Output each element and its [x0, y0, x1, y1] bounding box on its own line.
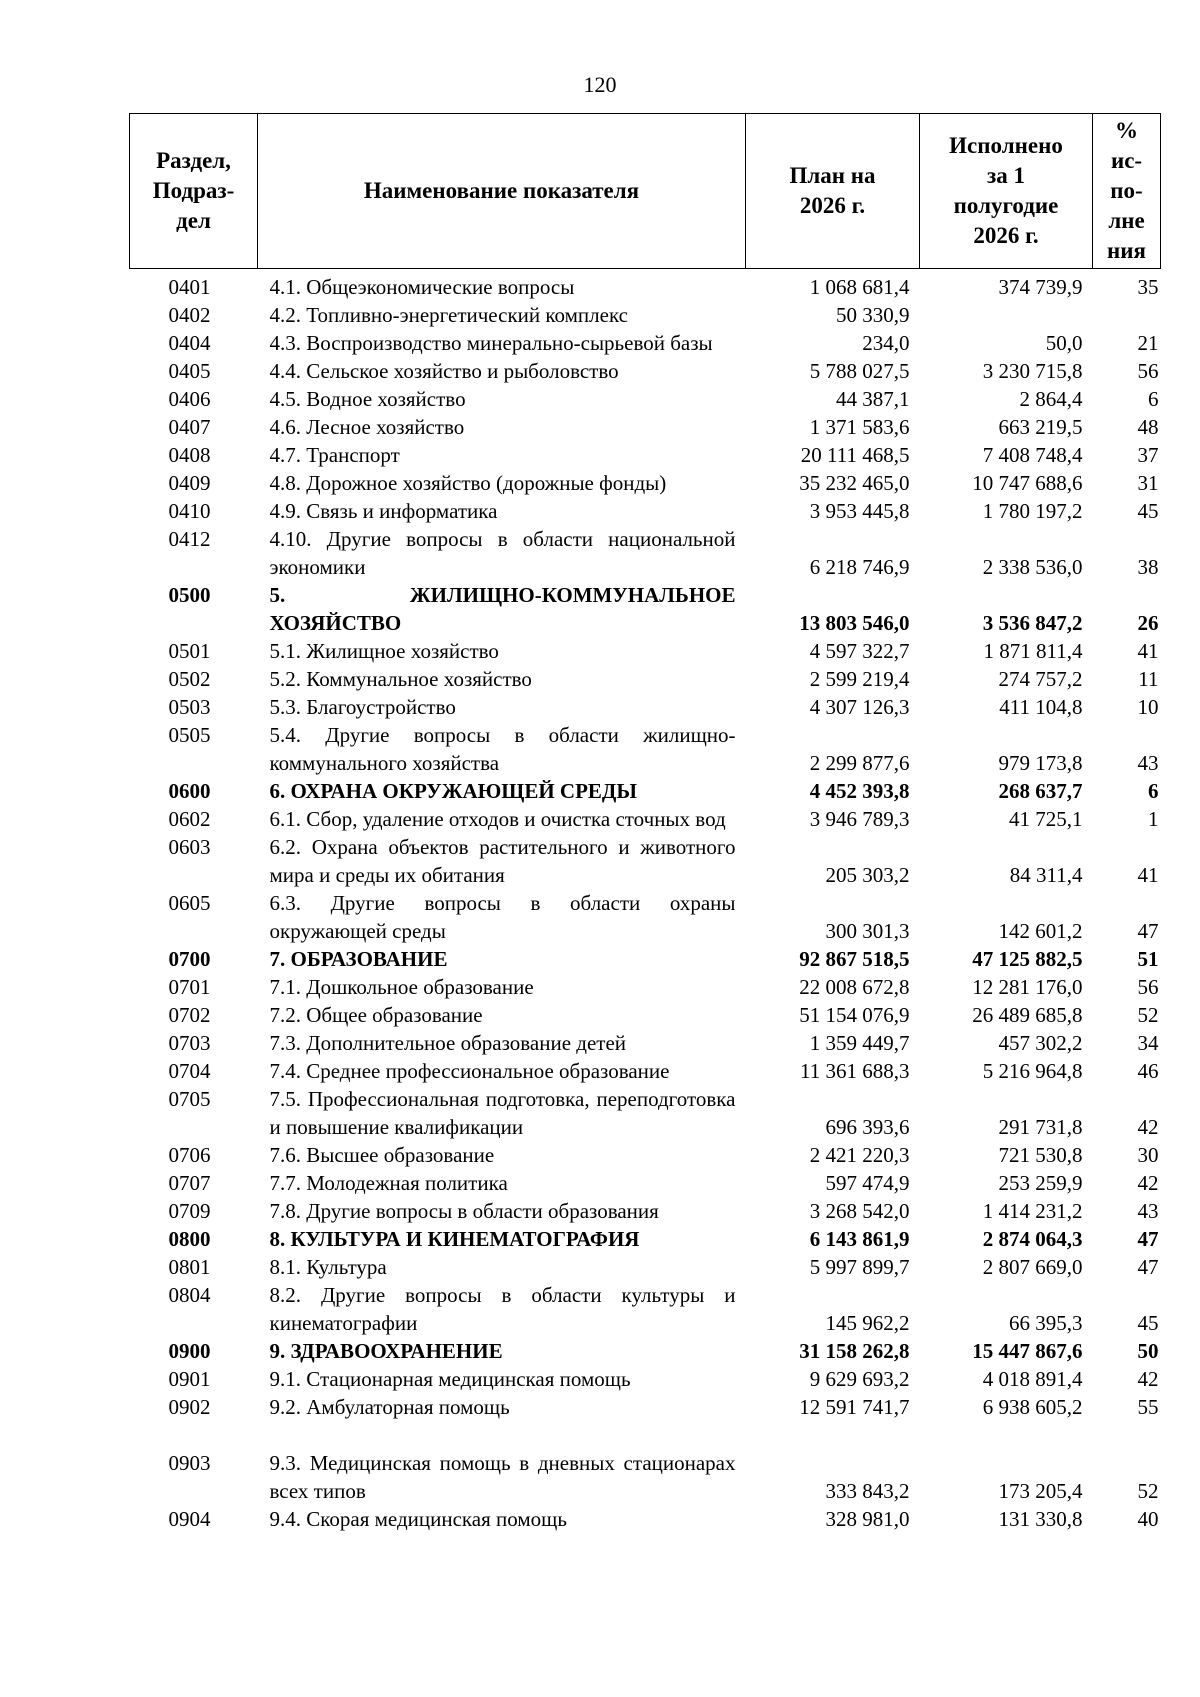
- section-code-cell: 0904: [168, 1507, 211, 1531]
- table-row: [130, 469, 1161, 497]
- execution-percent-cell: 35: [1137, 275, 1159, 299]
- indicator-name-cell: 4.8. Дорожное хозяйство (дорожные фонды): [269, 471, 667, 495]
- section-code-cell: 0409: [168, 471, 211, 495]
- indicator-name-cell: 9.2. Амбулаторная помощь: [269, 1395, 510, 1419]
- section-row: [130, 777, 1161, 805]
- execution-percent-cell: 43: [1137, 1199, 1159, 1223]
- executed-value-cell: 66 395,3: [1009, 1311, 1083, 1335]
- executed-value-cell: 1 414 231,2: [982, 1199, 1083, 1223]
- table-row: [130, 1365, 1161, 1393]
- plan-value-cell: 6 218 746,9: [809, 555, 910, 579]
- section-code-cell: 0702: [168, 1003, 211, 1027]
- executed-value-cell: 173 205,4: [998, 1479, 1083, 1503]
- plan-value-cell: 2 421 220,3: [809, 1143, 910, 1167]
- section-code-cell: 0405: [168, 359, 211, 383]
- executed-value-cell: 291 731,8: [998, 1115, 1083, 1139]
- indicator-name-cell: 7. ОБРАЗОВАНИЕ: [269, 947, 448, 971]
- header-execution-percent: % ис- по- лне ния: [1093, 114, 1161, 269]
- section-code-cell: 0500: [168, 583, 211, 607]
- indicator-name-cell: 7.8. Другие вопросы в области образования: [269, 1199, 659, 1223]
- executed-value-cell: 2 874 064,3: [982, 1227, 1083, 1251]
- indicator-name-cell: 4.7. Транспорт: [269, 443, 400, 467]
- executed-value-cell: 374 739,9: [998, 275, 1083, 299]
- section-code-cell: 0502: [168, 667, 211, 691]
- plan-value-cell: 3 268 542,0: [809, 1199, 910, 1223]
- execution-percent-cell: 6: [1148, 387, 1159, 411]
- table-row: [130, 1505, 1161, 1533]
- execution-percent-cell: 47: [1137, 1255, 1159, 1279]
- indicator-name-cell: 7.3. Дополнительное образование детей: [269, 1031, 627, 1055]
- table-row: [130, 1449, 1161, 1505]
- section-code-cell: 0404: [168, 331, 211, 355]
- table-row: [130, 1001, 1161, 1029]
- plan-value-cell: 1 068 681,4: [809, 275, 910, 299]
- executed-value-cell: 84 311,4: [1009, 863, 1083, 887]
- page-number: 120: [583, 72, 617, 97]
- table-row: [130, 525, 1161, 581]
- indicator-name-cell: 5. ЖИЛИЩНО-КОММУНАЛЬНОЕ ХОЗЯЙСТВО: [269, 583, 736, 635]
- execution-percent-cell: 11: [1138, 667, 1159, 691]
- plan-value-cell: 328 981,0: [825, 1507, 910, 1531]
- plan-value-cell: 20 111 468,5: [800, 443, 910, 467]
- section-code-cell: 0602: [168, 807, 211, 831]
- header-plan: План на 2026 г.: [746, 114, 920, 269]
- indicator-name-cell: 4.4. Сельское хозяйство и рыболовство: [269, 359, 619, 383]
- row-spacer: [130, 1421, 1161, 1449]
- plan-value-cell: 5 788 027,5: [809, 359, 910, 383]
- plan-value-cell: 1 359 449,7: [809, 1031, 910, 1055]
- plan-value-cell: 13 803 546,0: [799, 611, 910, 635]
- indicator-name-cell: 7.4. Среднее профессиональное образование: [269, 1059, 670, 1083]
- section-code-cell: 0901: [168, 1367, 211, 1391]
- plan-value-cell: 5 997 899,7: [809, 1255, 910, 1279]
- execution-percent-cell: [1093, 301, 1161, 329]
- executed-value-cell: 979 173,8: [998, 751, 1083, 775]
- table-row: [130, 357, 1161, 385]
- table-row: [130, 1029, 1161, 1057]
- plan-value-cell: 92 867 518,5: [799, 947, 910, 971]
- table-row: [130, 833, 1161, 889]
- table-row: [130, 385, 1161, 413]
- indicator-name-cell: 5.2. Коммунальное хозяйство: [269, 667, 532, 691]
- plan-value-cell: 31 158 262,8: [799, 1339, 910, 1363]
- executed-value-cell: 721 530,8: [998, 1143, 1083, 1167]
- indicator-name-cell: 7.1. Дошкольное образование: [269, 975, 534, 999]
- section-code-cell: 0600: [168, 779, 211, 803]
- table-body: [130, 269, 1161, 1534]
- section-code-cell: 0605: [168, 891, 211, 915]
- plan-value-cell: 35 232 465,0: [799, 471, 910, 495]
- execution-percent-cell: 42: [1137, 1367, 1159, 1391]
- section-code-cell: 0505: [168, 723, 211, 747]
- section-code-cell: 0704: [168, 1059, 211, 1083]
- indicator-name-cell: 4.2. Топливно-энергетический комплекс: [269, 303, 628, 327]
- execution-percent-cell: 6: [1148, 779, 1159, 803]
- executed-value-cell: 268 637,7: [998, 779, 1083, 803]
- plan-value-cell: 597 474,9: [825, 1171, 910, 1195]
- execution-percent-cell: 34: [1137, 1031, 1159, 1055]
- table-row: [130, 973, 1161, 1001]
- executed-value-cell: 3 536 847,2: [982, 611, 1083, 635]
- executed-value-cell: 15 447 867,6: [972, 1339, 1083, 1363]
- plan-value-cell: 12 591 741,7: [799, 1395, 910, 1419]
- execution-percent-cell: 37: [1137, 443, 1159, 467]
- indicator-name-cell: 6.1. Сбор, удаление отходов и очистка сточных вод: [269, 807, 726, 831]
- execution-percent-cell: 47: [1137, 1227, 1159, 1251]
- table-row: [130, 1169, 1161, 1197]
- executed-value-cell: 41 725,1: [1009, 807, 1083, 831]
- executed-value-cell: 47 125 882,5: [972, 947, 1083, 971]
- execution-percent-cell: 50: [1137, 1339, 1159, 1363]
- execution-percent-cell: 30: [1137, 1143, 1159, 1167]
- indicator-name-cell: 4.6. Лесное хозяйство: [269, 415, 465, 439]
- table-row: [130, 693, 1161, 721]
- execution-percent-cell: 41: [1137, 639, 1159, 663]
- executed-value-cell: 663 219,5: [998, 415, 1083, 439]
- plan-value-cell: 300 301,3: [825, 919, 910, 943]
- execution-percent-cell: 46: [1137, 1059, 1159, 1083]
- plan-value-cell: 696 393,6: [825, 1115, 910, 1139]
- section-row: [130, 1225, 1161, 1253]
- executed-value-cell: 5 216 964,8: [982, 1059, 1083, 1083]
- plan-value-cell: 44 387,1: [836, 387, 910, 411]
- indicator-name-cell: 6.3. Другие вопросы в области охраны окружающей среды: [269, 891, 736, 943]
- section-code-cell: 0401: [168, 275, 211, 299]
- execution-percent-cell: 56: [1137, 975, 1159, 999]
- table-row: [130, 1253, 1161, 1281]
- section-row: [130, 1337, 1161, 1365]
- executed-value-cell: 131 330,8: [998, 1507, 1083, 1531]
- indicator-name-cell: 9.4. Скорая медицинская помощь: [269, 1507, 567, 1531]
- plan-value-cell: 205 303,2: [825, 863, 910, 887]
- section-code-cell: 0412: [168, 527, 211, 551]
- execution-percent-cell: 38: [1137, 555, 1159, 579]
- table-header: [130, 114, 1161, 269]
- plan-value-cell: 2 599 219,4: [809, 667, 910, 691]
- section-code-cell: 0707: [168, 1171, 211, 1195]
- indicator-name-cell: 7.5. Профессиональная подготовка, переподготовка и повышение квалификации: [269, 1087, 736, 1139]
- section-code-cell: 0700: [168, 947, 211, 971]
- table-row: [130, 301, 1161, 329]
- table-row: [130, 1141, 1161, 1169]
- table-row: [130, 889, 1161, 945]
- table-row: [130, 1393, 1161, 1421]
- plan-value-cell: 11 361 688,3: [800, 1059, 910, 1083]
- execution-percent-cell: 43: [1137, 751, 1159, 775]
- indicator-name-cell: 6.2. Охрана объектов растительного и животного мира и среды их обитания: [269, 835, 736, 887]
- execution-percent-cell: 26: [1137, 611, 1159, 635]
- execution-percent-cell: 51: [1137, 947, 1159, 971]
- section-code-cell: 0402: [168, 303, 211, 327]
- executed-value-cell: 2 338 536,0: [982, 555, 1083, 579]
- indicator-name-cell: 7.7. Молодежная политика: [269, 1171, 508, 1195]
- execution-percent-cell: 47: [1137, 919, 1159, 943]
- executed-value-cell: 26 489 685,8: [972, 1003, 1083, 1027]
- table-row: [130, 665, 1161, 693]
- section-code-cell: 0801: [168, 1255, 211, 1279]
- executed-value-cell: 253 259,9: [998, 1171, 1083, 1195]
- plan-value-cell: 145 962,2: [825, 1311, 910, 1335]
- plan-value-cell: 4 597 322,7: [809, 639, 910, 663]
- indicator-name-cell: 7.2. Общее образование: [269, 1003, 483, 1027]
- executed-value-cell: 6 938 605,2: [982, 1395, 1083, 1419]
- table-row: [130, 637, 1161, 665]
- plan-value-cell: 4 307 126,3: [809, 695, 910, 719]
- executed-value-cell: 411 104,8: [999, 695, 1083, 719]
- execution-percent-cell: 1: [1148, 807, 1159, 831]
- executed-value-cell: 1 780 197,2: [982, 499, 1083, 523]
- execution-percent-cell: 52: [1137, 1003, 1159, 1027]
- plan-value-cell: 3 953 445,8: [809, 499, 910, 523]
- section-code-cell: 0407: [168, 415, 211, 439]
- section-code-cell: 0705: [168, 1087, 211, 1111]
- execution-percent-cell: 42: [1137, 1115, 1159, 1139]
- plan-value-cell: 51 154 076,9: [799, 1003, 910, 1027]
- plan-value-cell: 333 843,2: [825, 1479, 910, 1503]
- indicator-name-cell: 4.10. Другие вопросы в области национальной экономики: [269, 527, 736, 579]
- table-row: [130, 329, 1161, 357]
- plan-value-cell: 3 946 789,3: [809, 807, 910, 831]
- execution-percent-cell: 45: [1137, 1311, 1159, 1335]
- table-row: [130, 721, 1161, 777]
- indicator-name-cell: 5.1. Жилищное хозяйство: [269, 639, 499, 663]
- execution-percent-cell: 40: [1137, 1507, 1159, 1531]
- execution-percent-cell: 41: [1137, 863, 1159, 887]
- table-row: [130, 441, 1161, 469]
- section-code-cell: 0903: [168, 1451, 211, 1475]
- indicator-name-cell: 6. ОХРАНА ОКРУЖАЮЩЕЙ СРЕДЫ: [269, 779, 637, 803]
- executed-value-cell: 274 757,2: [998, 667, 1083, 691]
- section-code-cell: 0406: [168, 387, 211, 411]
- execution-percent-cell: 45: [1137, 499, 1159, 523]
- indicator-name-cell: 8.1. Культура: [269, 1255, 387, 1279]
- budget-execution-table: [129, 113, 1161, 1533]
- plan-value-cell: 6 143 861,9: [809, 1227, 910, 1251]
- section-code-cell: 0408: [168, 443, 211, 467]
- indicator-name-cell: 4.3. Воспроизводство минерально-сырьевой базы: [269, 331, 713, 355]
- section-code-cell: 0800: [168, 1227, 211, 1251]
- indicator-name-cell: 5.3. Благоустройство: [269, 695, 456, 719]
- plan-value-cell: 50 330,9: [836, 303, 910, 327]
- executed-value-cell: 2 807 669,0: [982, 1255, 1083, 1279]
- section-code-cell: 0603: [168, 835, 211, 859]
- section-row: [130, 581, 1161, 637]
- plan-value-cell: 22 008 672,8: [799, 975, 910, 999]
- table-row: [130, 1197, 1161, 1225]
- plan-value-cell: 4 452 393,8: [809, 779, 910, 803]
- indicator-name-cell: 8. КУЛЬТУРА И КИНЕМАТОГРАФИЯ: [269, 1227, 640, 1251]
- table-row: [130, 413, 1161, 441]
- header-section-code: Раздел, Подраз- дел: [130, 114, 258, 269]
- plan-value-cell: 1 371 583,6: [809, 415, 910, 439]
- section-row: [130, 945, 1161, 973]
- indicator-name-cell: 7.6. Высшее образование: [269, 1143, 495, 1167]
- header-executed: Исполнено за 1 полугодие 2026 г.: [920, 114, 1093, 269]
- execution-percent-cell: 55: [1137, 1395, 1159, 1419]
- executed-value-cell: 10 747 688,6: [972, 471, 1083, 495]
- section-code-cell: 0503: [168, 695, 211, 719]
- execution-percent-cell: 48: [1137, 415, 1159, 439]
- indicator-name-cell: 8.2. Другие вопросы в области культуры и кинематографии: [269, 1283, 736, 1335]
- executed-value-cell: 4 018 891,4: [982, 1367, 1083, 1391]
- indicator-name-cell: 4.9. Связь и информатика: [269, 499, 498, 523]
- plan-value-cell: 9 629 693,2: [809, 1367, 910, 1391]
- indicator-name-cell: 5.4. Другие вопросы в области жилищно-коммунального хозяйства: [269, 723, 736, 775]
- table-row: [130, 1281, 1161, 1337]
- table-row: [130, 1085, 1161, 1141]
- section-code-cell: 0900: [168, 1339, 211, 1363]
- executed-value-cell: 7 408 748,4: [982, 443, 1083, 467]
- execution-percent-cell: 56: [1137, 359, 1159, 383]
- table-row: [130, 269, 1161, 302]
- execution-percent-cell: 21: [1137, 331, 1159, 355]
- execution-percent-cell: 31: [1137, 471, 1159, 495]
- execution-percent-cell: 10: [1137, 695, 1159, 719]
- executed-value-cell: 2 864,4: [1019, 387, 1083, 411]
- section-code-cell: 0501: [168, 639, 211, 663]
- section-code-cell: 0410: [168, 499, 211, 523]
- indicator-name-cell: 9.1. Стационарная медицинская помощь: [269, 1367, 631, 1391]
- header-indicator-name: Наименование показателя: [258, 114, 746, 269]
- executed-value-cell: 50,0: [1045, 331, 1083, 355]
- section-code-cell: 0709: [168, 1199, 211, 1223]
- execution-percent-cell: 52: [1137, 1479, 1159, 1503]
- indicator-name-cell: 9.3. Медицинская помощь в дневных стационарах всех типов: [269, 1451, 736, 1503]
- indicator-name-cell: 4.5. Водное хозяйство: [269, 387, 466, 411]
- table-row: [130, 805, 1161, 833]
- executed-value-cell: 457 302,2: [998, 1031, 1083, 1055]
- indicator-name-cell: 9. ЗДРАВООХРАНЕНИЕ: [269, 1339, 503, 1363]
- executed-value-cell: 12 281 176,0: [972, 975, 1083, 999]
- plan-value-cell: 2 299 877,6: [809, 751, 910, 775]
- section-code-cell: 0804: [168, 1283, 211, 1307]
- execution-percent-cell: 42: [1137, 1171, 1159, 1195]
- section-code-cell: 0706: [168, 1143, 211, 1167]
- plan-value-cell: 234,0: [862, 331, 910, 355]
- table-row: [130, 497, 1161, 525]
- section-code-cell: 0902: [168, 1395, 211, 1419]
- section-code-cell: 0703: [168, 1031, 211, 1055]
- executed-value-cell: 142 601,2: [998, 919, 1083, 943]
- indicator-name-cell: 4.1. Общеэкономические вопросы: [269, 275, 575, 299]
- executed-value-cell: [920, 301, 1093, 329]
- executed-value-cell: 3 230 715,8: [982, 359, 1083, 383]
- executed-value-cell: 1 871 811,4: [983, 639, 1083, 663]
- section-code-cell: 0701: [168, 975, 211, 999]
- table-row: [130, 1057, 1161, 1085]
